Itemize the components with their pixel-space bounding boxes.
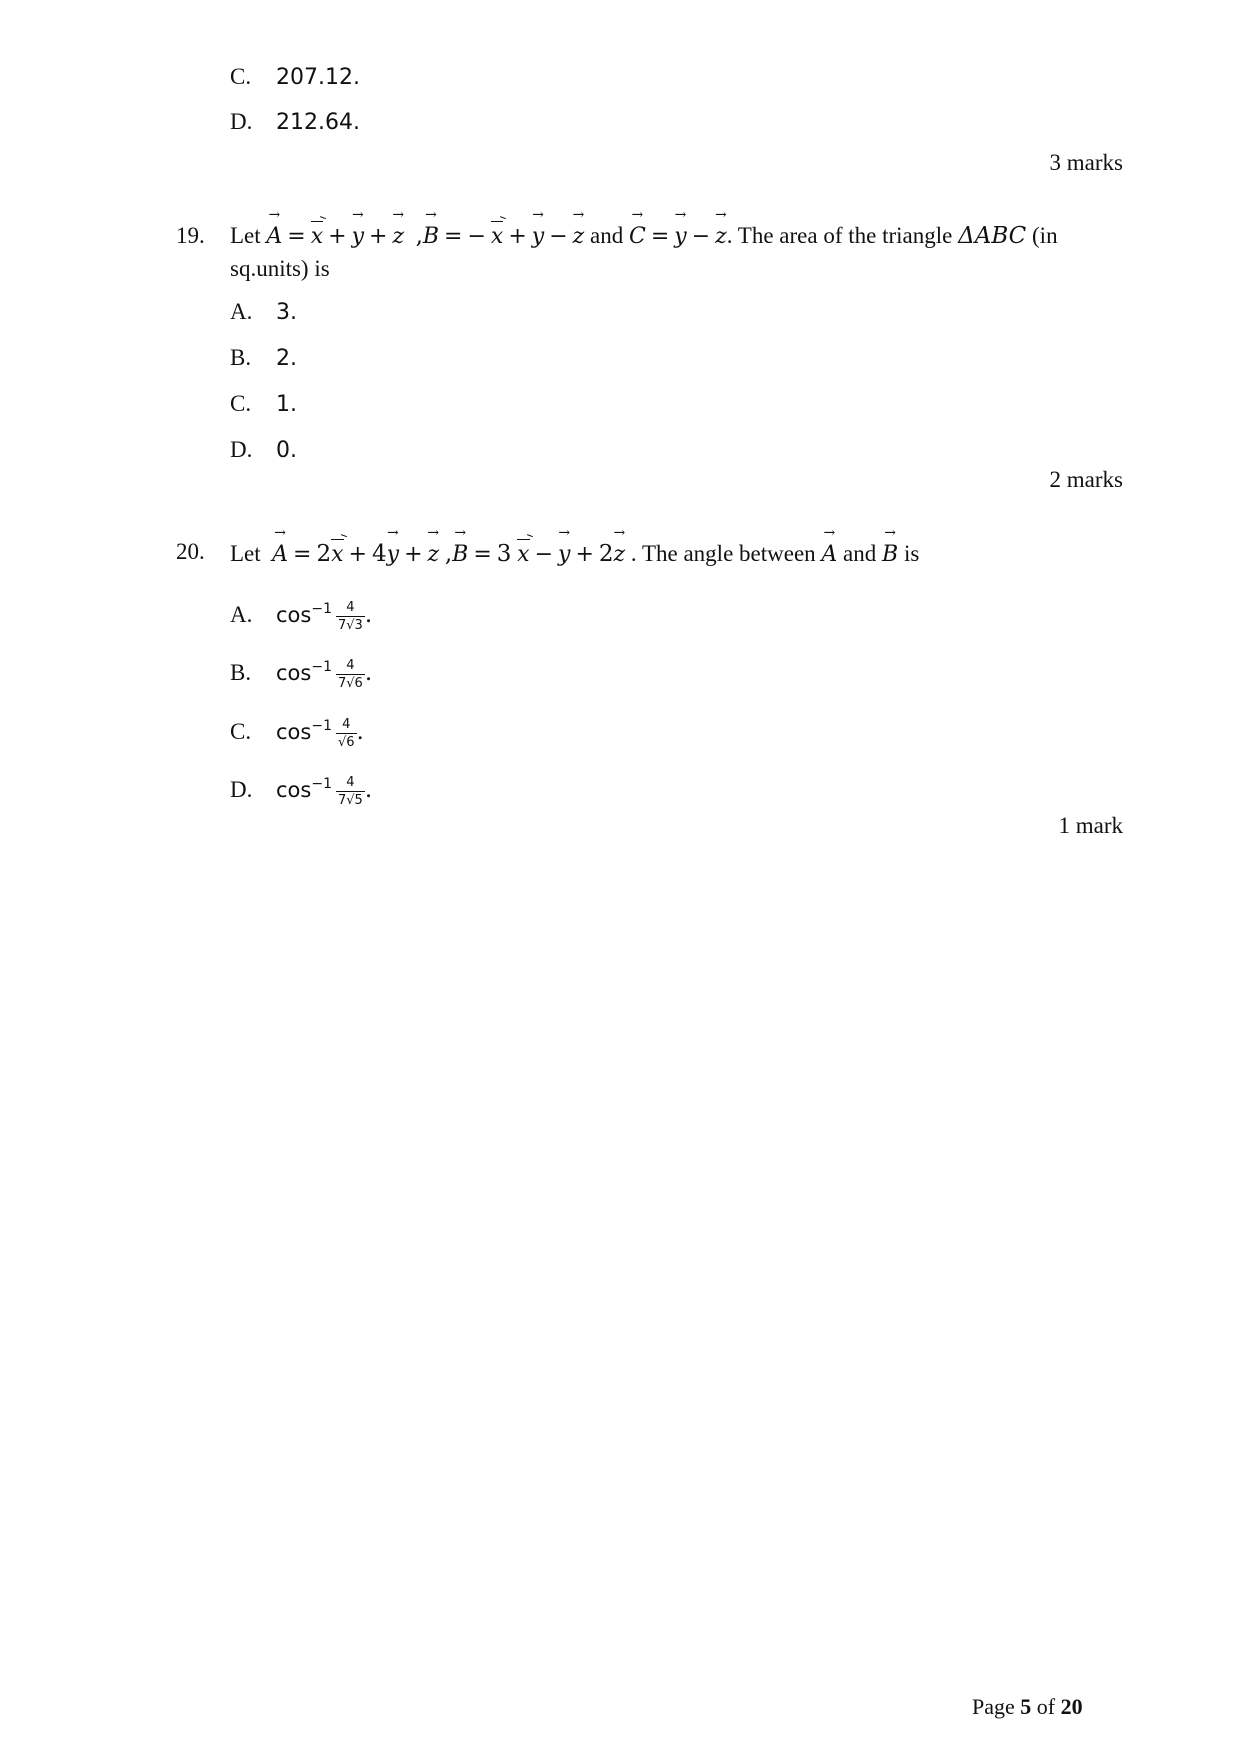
option-letter: A. <box>230 602 253 627</box>
denominator: √6 <box>337 735 355 751</box>
denominator: 7√6 <box>337 676 363 692</box>
option-letter: D. <box>230 437 253 462</box>
question-20-text: . The angle between <box>630 541 816 566</box>
vector-z: → z <box>614 540 626 570</box>
paren-open: (in <box>1032 223 1058 248</box>
option-letter: C. <box>230 64 252 89</box>
vector-z: → z <box>715 222 727 252</box>
numerator: 4 <box>336 717 357 734</box>
option-c-19 <box>230 389 297 419</box>
question-19-text: . The area of the triangle <box>726 223 953 248</box>
cos-label: cos <box>276 778 312 802</box>
inverse-exponent: −1 <box>311 776 332 792</box>
fraction <box>336 775 365 808</box>
option-letter: B. <box>230 345 252 370</box>
page-total: 20 <box>1060 1694 1083 1719</box>
vector-y: → y <box>674 222 686 252</box>
question-20-line-1: Let → A = 2x + 4→ y +→ z ,→ B = 3 x −→ y + 2→ z . The angle between → A and → B is <box>230 539 919 570</box>
cos-label: cos <box>276 661 312 685</box>
is-word: is <box>903 541 920 566</box>
let-word: Let <box>230 541 261 566</box>
vector-z: → z <box>573 222 585 252</box>
page-footer <box>972 1693 1083 1721</box>
numerator: 4 <box>336 658 365 675</box>
option-value: 207.12. <box>276 65 360 90</box>
question-19-line-2: sq.units) is <box>230 256 330 281</box>
vector-y: → y <box>558 540 570 570</box>
fraction <box>336 658 365 691</box>
numerator: 4 <box>336 600 365 617</box>
vector-a: → A <box>272 540 288 570</box>
cos-label: cos <box>276 720 312 744</box>
cos-label: cos <box>276 603 312 627</box>
marks-19: 2 marks <box>1049 467 1123 492</box>
question-19-line-1: Let → A = x +→ y +→ z ,→ B = − x +→ y −→ z and → C =→ y −→ z. The area of the triangle ΔABC (in <box>230 221 1058 252</box>
option-d-prev <box>230 107 360 137</box>
vector-y: → y <box>387 540 399 570</box>
vector-z: → z <box>392 222 404 252</box>
question-number-19: 19. <box>176 223 205 248</box>
option-letter: D. <box>230 109 253 134</box>
option-letter: C. <box>230 391 252 416</box>
triangle-label: ΔABC <box>958 223 1027 249</box>
option-d-19 <box>230 435 297 465</box>
option-a-20: A. $\cos^{-1}$ $\frac{4}{7√3}$ . <box>230 588 372 630</box>
vector-y: → y <box>532 222 544 252</box>
vector-b: → B <box>882 540 898 570</box>
inverse-exponent: −1 <box>311 601 332 617</box>
option-value: 2. <box>276 346 297 371</box>
option-value: 0. <box>276 438 297 463</box>
vector-x: x <box>311 222 323 252</box>
page-number: 5 <box>1020 1694 1032 1719</box>
vector-c: → C <box>629 222 646 252</box>
option-letter: A. <box>230 299 253 324</box>
option-value: 3. <box>276 300 297 325</box>
vector-x: x <box>331 540 343 570</box>
vector-b: → B <box>452 540 468 570</box>
vector-a: → A <box>266 222 282 252</box>
option-letter: C. <box>230 719 252 744</box>
option-c-prev <box>230 62 360 92</box>
numerator: 4 <box>336 775 365 792</box>
option-letter: B. <box>230 660 252 685</box>
and-word: and <box>843 541 877 566</box>
let-word: Let <box>230 223 261 248</box>
option-a-19 <box>230 297 297 327</box>
marks-prev: 3 marks <box>1049 150 1123 175</box>
denominator: 7√5 <box>337 793 363 809</box>
question-number-20: 20. <box>176 539 205 564</box>
denominator: 7√3 <box>337 618 363 634</box>
of-word: of <box>1036 1694 1056 1719</box>
option-b-19 <box>230 343 297 373</box>
vector-x: x <box>517 540 529 570</box>
vector-b: → B <box>423 222 439 252</box>
fraction <box>336 600 365 633</box>
vector-a: → A <box>821 540 837 570</box>
vector-x: x <box>491 222 503 252</box>
fraction <box>336 717 357 750</box>
inverse-exponent: −1 <box>311 718 332 734</box>
vector-y: → y <box>352 222 364 252</box>
inverse-exponent: −1 <box>311 659 332 675</box>
option-letter: D. <box>230 777 253 802</box>
option-c-20: C. $\cos^{-1}$ $\frac{4}{√6}$ . <box>230 705 364 747</box>
marks-20: 1 mark <box>1058 813 1123 838</box>
and-word: and <box>590 223 624 248</box>
page-word: Page <box>972 1694 1015 1719</box>
option-value: 1. <box>276 392 297 417</box>
option-value: 212.64. <box>276 110 360 135</box>
option-b-20: B. $\cos^{-1}$ $\frac{4}{7√6}$ . <box>230 646 372 688</box>
option-d-20: D. $\cos^{-1}$ $\frac{4}{7√5}$ . <box>230 763 372 805</box>
vector-z: → z <box>428 540 440 570</box>
